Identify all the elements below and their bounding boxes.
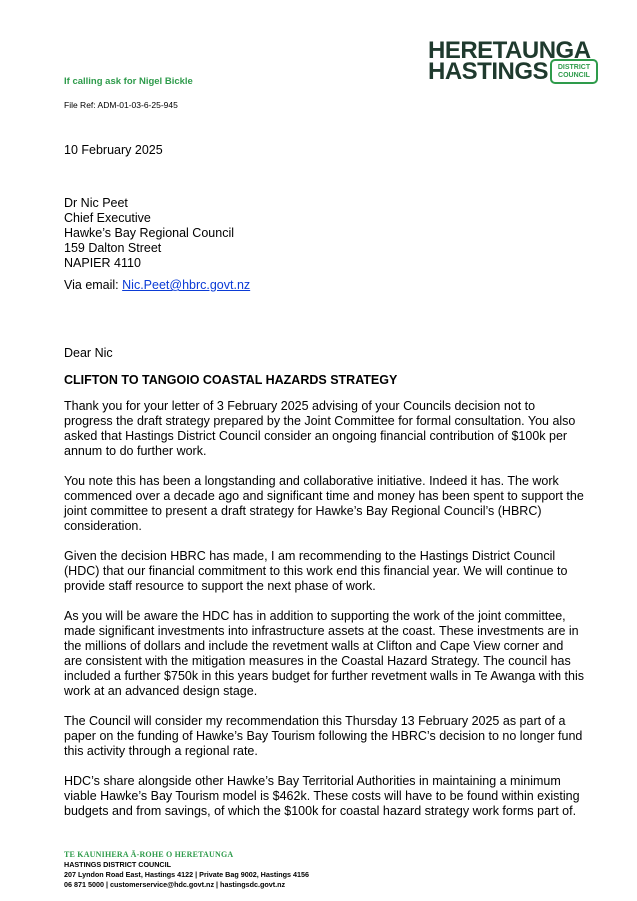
body-paragraph: The Council will consider my recommendation this Thursday 13 February 2025 as part of a paper on the funding of Hawke’s Bay Tourism following the HBRC’s decision to no longer fund this activity through a regional rate. (64, 714, 583, 758)
recipient-title: Chief Executive (64, 211, 151, 225)
logo-heretaunga-text: HERETAUNGA (428, 37, 591, 64)
salutation: Dear Nic (64, 346, 113, 360)
recipient-email-link[interactable]: Nic.Peet@hbrc.govt.nz (122, 278, 251, 292)
file-reference: File Ref: ADM-01-03-6-25-945 (64, 100, 178, 110)
via-email-line (64, 278, 250, 292)
recipient-organisation: Hawke’s Bay Regional Council (64, 226, 234, 240)
recipient-name: Dr Nic Peet (64, 196, 128, 210)
logo-badge-line2: COUNCIL (558, 72, 590, 79)
letter-footer (64, 850, 309, 890)
recipient-city: NAPIER 4110 (64, 256, 141, 270)
logo-hastings-text: HASTINGS (428, 58, 549, 85)
via-email-label: Via email: (64, 278, 123, 292)
body-paragraph: Given the decision HBRC has made, I am recommending to the Hastings District Council (HDC) that our financial commitment to this work end this financial year. We will continue to provide staff resource to support the next phase of work. (64, 549, 568, 593)
body-paragraph: HDC’s share alongside other Hawke’s Bay Territorial Authorities in maintaining a minimum viable Hawke’s Bay Tourism model is $462k. These costs will have to be found within existing budgets and from savings, of which the $100k for coastal hazard strategy work forms part of. (64, 774, 580, 818)
letter-subject: CLIFTON TO TANGOIO COASTAL HAZARDS STRATEGY (64, 373, 398, 387)
footer-address: 207 Lyndon Road East, Hastings 4122 | Private Bag 9002, Hastings 4156 (64, 870, 310, 879)
recipient-street: 159 Dalton Street (64, 241, 162, 255)
footer-council-name: HASTINGS DISTRICT COUNCIL (64, 860, 172, 869)
letter-body (64, 399, 584, 834)
letter-date: 10 February 2025 (64, 143, 163, 157)
footer-maori-name: TE KAUNIHERA Ā-ROHE O HERETAUNGA (64, 850, 234, 859)
council-logo (428, 37, 600, 86)
recipient-address (64, 196, 234, 271)
logo-badge-line1: DISTRICT (557, 64, 591, 71)
body-paragraph: You note this has been a longstanding and collaborative initiative. Indeed it has. The work commenced over a decade ago and significant time and money has been spent to support the joint committee to present a draft strategy for Hawke’s Bay Regional Council’s (HBRC) consideration. (64, 474, 584, 533)
logo-district-council-badge (550, 59, 598, 84)
body-paragraph: Thank you for your letter of 3 February 2025 advising of your Councils decision not to progress the draft strategy prepared by the Joint Committee for formal consultation. You also asked that Hastings District Council consider an ongoing financial contribution of $100k per annum to do further work. (64, 399, 576, 458)
footer-contact: 06 871 5000 | customerservice@hdc.govt.nz | hastingsdc.govt.nz (64, 880, 286, 889)
contact-person: If calling ask for Nigel Bickle (64, 76, 193, 87)
body-paragraph: As you will be aware the HDC has in addition to supporting the work of the joint committee, made significant investments into infrastructure assets at the coast. These investments are in the millions of dollars and include the revetment walls at Clifton and Cape View corner and are consistent with the mitigation measures in the Coastal Hazard Strategy. The council has included a further $750k in this years budget for further revetment walls in Te Awanga with this work at an advanced design stage. (64, 609, 584, 698)
